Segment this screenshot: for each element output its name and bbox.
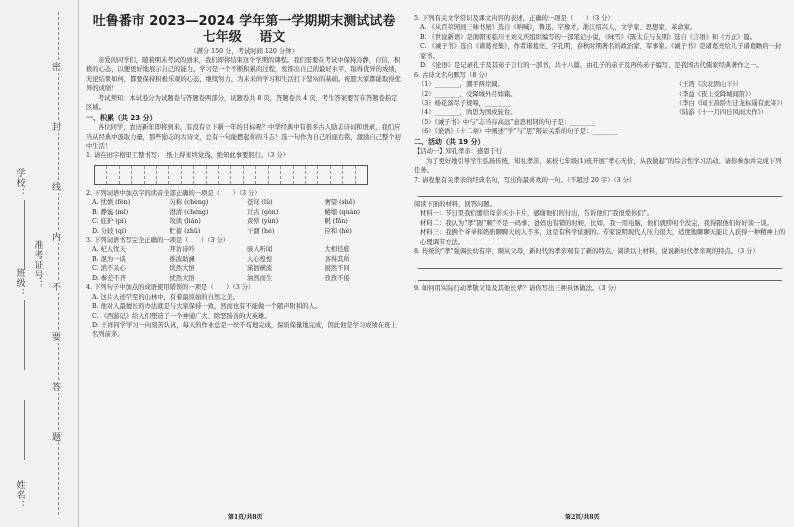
q2-option: C. 庇护 (pì) [92,218,127,226]
q4-option-d: D. 王祥同学学习一向刻苦认真，每天的作业总是一丝不苟地完成，保质保量地完成，因此他是学习成绩在班上名列前茅。 [92,321,397,339]
q2-options [86,198,402,236]
q2-option: 奢望 (shē) [324,199,356,207]
grid-cell[interactable] [120,166,132,184]
q3-option: B. 混为一谈 [92,255,126,263]
question-5: 5. 下列有关文学常识及课文内容的表述，正确的一项是（ ）（3 分） [414,15,614,22]
q2-option: 蜷缩 (quán) [324,208,360,216]
q3-option: 各得其所 [324,255,350,263]
exam-no-label: 准考证号： [32,240,43,290]
q5-option-c: C. 《诫子书》选自《诸葛亮集》，作者诸葛亮，字孔明，春秋时期著名的政治家、军事家。《诫子书》是诸葛亮给儿子诸葛瞻的一封家书。 [420,43,782,60]
part1-heading: 一、积累（共 23 分） [86,113,157,122]
exam-title: 吐鲁番市 2023—2024 学年第一学期期末测试试卷 [92,14,396,29]
q3-option: 人心惶惶 [247,255,273,263]
q3-option: 大相径庭 [324,246,350,254]
read-intro: 阅读下面的材料，回答问题。 [414,200,496,208]
page-number-right: 第2页/共8页 [565,514,600,521]
score-time: （满分 150 分，考试时间 120 分钟） [190,47,298,55]
q2-option: 黄晕 (yùn) [247,218,279,226]
question-6: 6. 古诗文名句默写（8 分） [414,71,491,79]
grid-cell[interactable] [157,166,169,184]
q4-option-a: A. 这片人迹罕至的山林中，有着最原始的自然之美。 [92,293,240,301]
grid-cell[interactable] [343,166,355,184]
grid-cell[interactable] [318,166,330,184]
name-underline [24,400,25,460]
grid-cell[interactable] [169,166,181,184]
grid-cell[interactable] [356,166,367,184]
q7-answer-line[interactable] [418,185,782,197]
q3-option: 迥然不同 [324,265,350,273]
q5-option-d: D. 《论语》是记录孔子及其弟子言行的一部书，共十八篇，由孔子的弟子及再传弟子编写，是我国古代儒家经典著作之一。 [420,62,763,70]
grid-cell[interactable] [95,166,107,184]
q2-option: 帆 (fān) [324,218,348,226]
activity1-title: 【活动一】知孔孝亲：感恩于行 [414,148,503,156]
exam-notice: 考试须知：本试卷分为试题卷与答题卷两部分，试题卷共 8 页，答题卷共 4 页，考生答案要写在答题卷指定区域。 [86,94,398,112]
q3-option: 拜访诗吟 [169,246,195,254]
q6-source: （王湾《次北固山下》） [675,81,742,89]
material-3: 材料三：我俩个爷爷和奶奶聊聊天的人不多，这是有科学依据的。专家说明现代人压力很大，适度地聊聊天能让人获得一种精神上的心理调节方法。 [420,229,786,246]
q2-option: 应和 (hè) [324,227,352,235]
q2-option: 攻读 (lián) [169,218,201,226]
q3-option: 骇人听闻 [247,246,273,254]
grid-cell[interactable] [145,166,157,184]
q6-source: （李白《闻王昌龄左迁龙标遥有此寄》） [675,99,786,107]
q3-option: D. 参差不齐 [92,274,127,282]
q6-source [676,118,786,127]
q3-options [86,245,402,283]
seal-char: 答 [52,380,61,393]
grid-cell[interactable] [231,166,243,184]
q6-blank[interactable]: （1）________，潮平两岸阔。 [418,81,504,89]
binding-strip [0,0,79,527]
q3-option: A. 杞人忧天 [92,246,126,254]
material-1: 材料一：节日里我们要给母亲买小卡片，感谢他们的付出，告诉他们“我很爱你们”。 [420,210,654,218]
question-3: 3. 下列词语书写完全正确的一项是（ ）（3 分） [86,237,230,244]
school-underline [24,200,25,270]
q2-option: 匀称 (chèng) [169,199,209,207]
grid-cell[interactable] [107,166,119,184]
q4-option-c: C. 《西游记》给人们塑造了一个神通广大、除恶扬善的大英雄。 [92,312,271,320]
question-9: 9. 如何用实际行动孝敬父母及其他长辈？请你写出三种具体做法。（3 分） [414,284,621,292]
grid-cell[interactable] [207,166,219,184]
q2-option: 亘古 (gèn) [247,208,279,216]
grid-cell[interactable] [244,166,256,184]
seal-char: 题 [52,430,61,443]
q6-blank[interactable]: （3）杨花落尽子规啼，________ [418,99,511,107]
q6-items [414,80,786,137]
activity1-desc: 为了更好地引导学生弘扬传统，知礼孝亲，某校七年级(1)班开展“孝心无价，从我做起”的综合性学习活动。请你参加并完成下列任务。 [414,157,782,175]
question-4: 4. 下列句子中加点的成语使用错误的一项是（ ）（3 分） [86,284,255,292]
q3-option: 涕泗横流 [247,265,273,273]
part1-passage: 各位同学，农历新年即将到来，有没有立下新一年的目标呢？中华经典中有很多古人励志诗词和语录，我们应当从经典中汲取力量，那些励志的古诗文，总有一句能燃起你的斗志！选一句作为自己的座右铭，激励自己整个初中生活！ [86,124,401,150]
question-8: 8. 传统的“孝”强调长幼有序、顺从父母，新时代的孝亲观有了新的特点。阅读以上材料，说说新时代孝亲观的特点。（3 分） [414,248,759,256]
school-label: 学校： [14,168,25,198]
question-7: 7. 请收集有关孝亲的经典名句，写出你最喜欢的一句。（不超过 20 字）（3 分） [414,176,636,184]
question-1: 1. 请在田字格里工整书写： 纸上得来终觉浅，绝知此事要躬行。（3 分） [86,152,289,160]
page-left [86,14,402,340]
q3-option: 推波助澜 [169,255,195,263]
seal-char: 要 [52,330,61,343]
q2-option: 干涸 (hé) [247,227,275,235]
class-label: 班级： [14,268,25,298]
q2-option: B. 静谧 (mì) [92,208,129,216]
grid-cell[interactable] [182,166,194,184]
page-number-left: 第1页/共8页 [228,514,263,521]
grid-cell[interactable] [281,166,293,184]
q6-blank[interactable]: （5）《诫子书》中与“志当存高远”意思相同的句子是：________ [418,118,596,126]
intro-paragraph: 亲爱的同学们，随着期末考试的到来，我们即将结束这个学期的课程。我们需要在考试中保持冷静，自信，积极的心态，以便更好地展示自己的能力。学习是一个不断积累的过程，发挥出自己的最好水平，取得优异的成绩，无论结果如何，都要保持积极乐观的心态，继续努力，为未来的学习和生活打下坚实的基础。祝愿大家都能取得优异的成绩！ [86,56,401,93]
q8-answer-line[interactable] [418,257,782,269]
q2-option: A. 忧愤 (fèn) [92,199,131,207]
name-label: 姓名： [14,480,25,510]
seal-char: 封 [52,120,61,133]
q5-option-a: A. 《从百草园到三味书屋》选自《呐喊》，鲁迅，字豫才，浙江绍兴人，文学家、思想家、革命家。 [420,24,697,32]
q6-blank[interactable]: （6）《论语》（十二章）中阐述“学”与“思”辩证关系的句子是：________ [418,128,618,136]
question-2: 2. 下列词语中加点字的读音全部正确的一项是（ ）（3 分） [86,189,261,197]
exam-subtitle: 七年级 语文 [202,30,286,46]
seal-char: 线 [52,180,61,193]
q3-option: 恍然大悟 [169,265,195,273]
grid-cell[interactable] [256,166,268,184]
q2-option: 澄清 (chéng) [169,208,209,216]
q8-answer-line[interactable] [418,269,782,281]
q6-source: （李益《夜上受降城闻笛》） [675,90,755,98]
material-2: 材料二：我认为“孝”跟“顺”不是一码事，爸妈也有错的时候，比如，我一用电脑，他们就唠叨个没完，我得跟他们好好谈一谈。 [420,219,773,227]
grid-cell[interactable] [294,166,306,184]
q3-option: 忧然大悟 [169,274,195,282]
q6-blank[interactable]: （4）________，尚思为国戍轮台。 [418,109,517,117]
class-underline [24,300,25,370]
grid-cell[interactable] [132,166,144,184]
seal-char: 不 [52,280,61,293]
writing-grid[interactable] [94,165,368,185]
q6-source: （陆游《十一月四日风雨大作》） [675,109,768,117]
grid-cell[interactable] [269,166,281,184]
q3-option: 油然而生 [247,274,273,282]
grid-cell[interactable] [219,166,231,184]
seal-char: 密 [52,60,61,73]
q3-option: 孜孜不倦 [324,274,350,282]
q3-option: C. 滔不关心 [92,265,126,273]
part2-heading: 二、活动（共 19 分） [414,137,485,146]
q6-blank[interactable]: （2）________，受降城外月如霜。 [418,90,517,98]
seal-char: 内 [52,230,61,243]
grid-cell[interactable] [194,166,206,184]
q2-option: D. 分歧 (qí) [92,227,127,235]
grid-cell[interactable] [306,166,318,184]
q2-option: 苍穹 (lǔ) [247,199,273,207]
q4-option-b: B. 他对人最擅长的办法就是与大家保持一致，然而也有不能做一个随声附和的人。 [92,303,322,311]
q5-option-b: B. 《世说新语》是南朝宋临川王刘义庆组织编写的一部笔记小说，《咏雪》《陈太丘与友期》选自《言语》和《方正》篇。 [420,33,757,41]
grid-cell[interactable] [331,166,343,184]
q2-option: 贮蓄 (zhǔ) [169,227,201,235]
page-right [414,14,786,293]
q6-source [676,127,786,136]
